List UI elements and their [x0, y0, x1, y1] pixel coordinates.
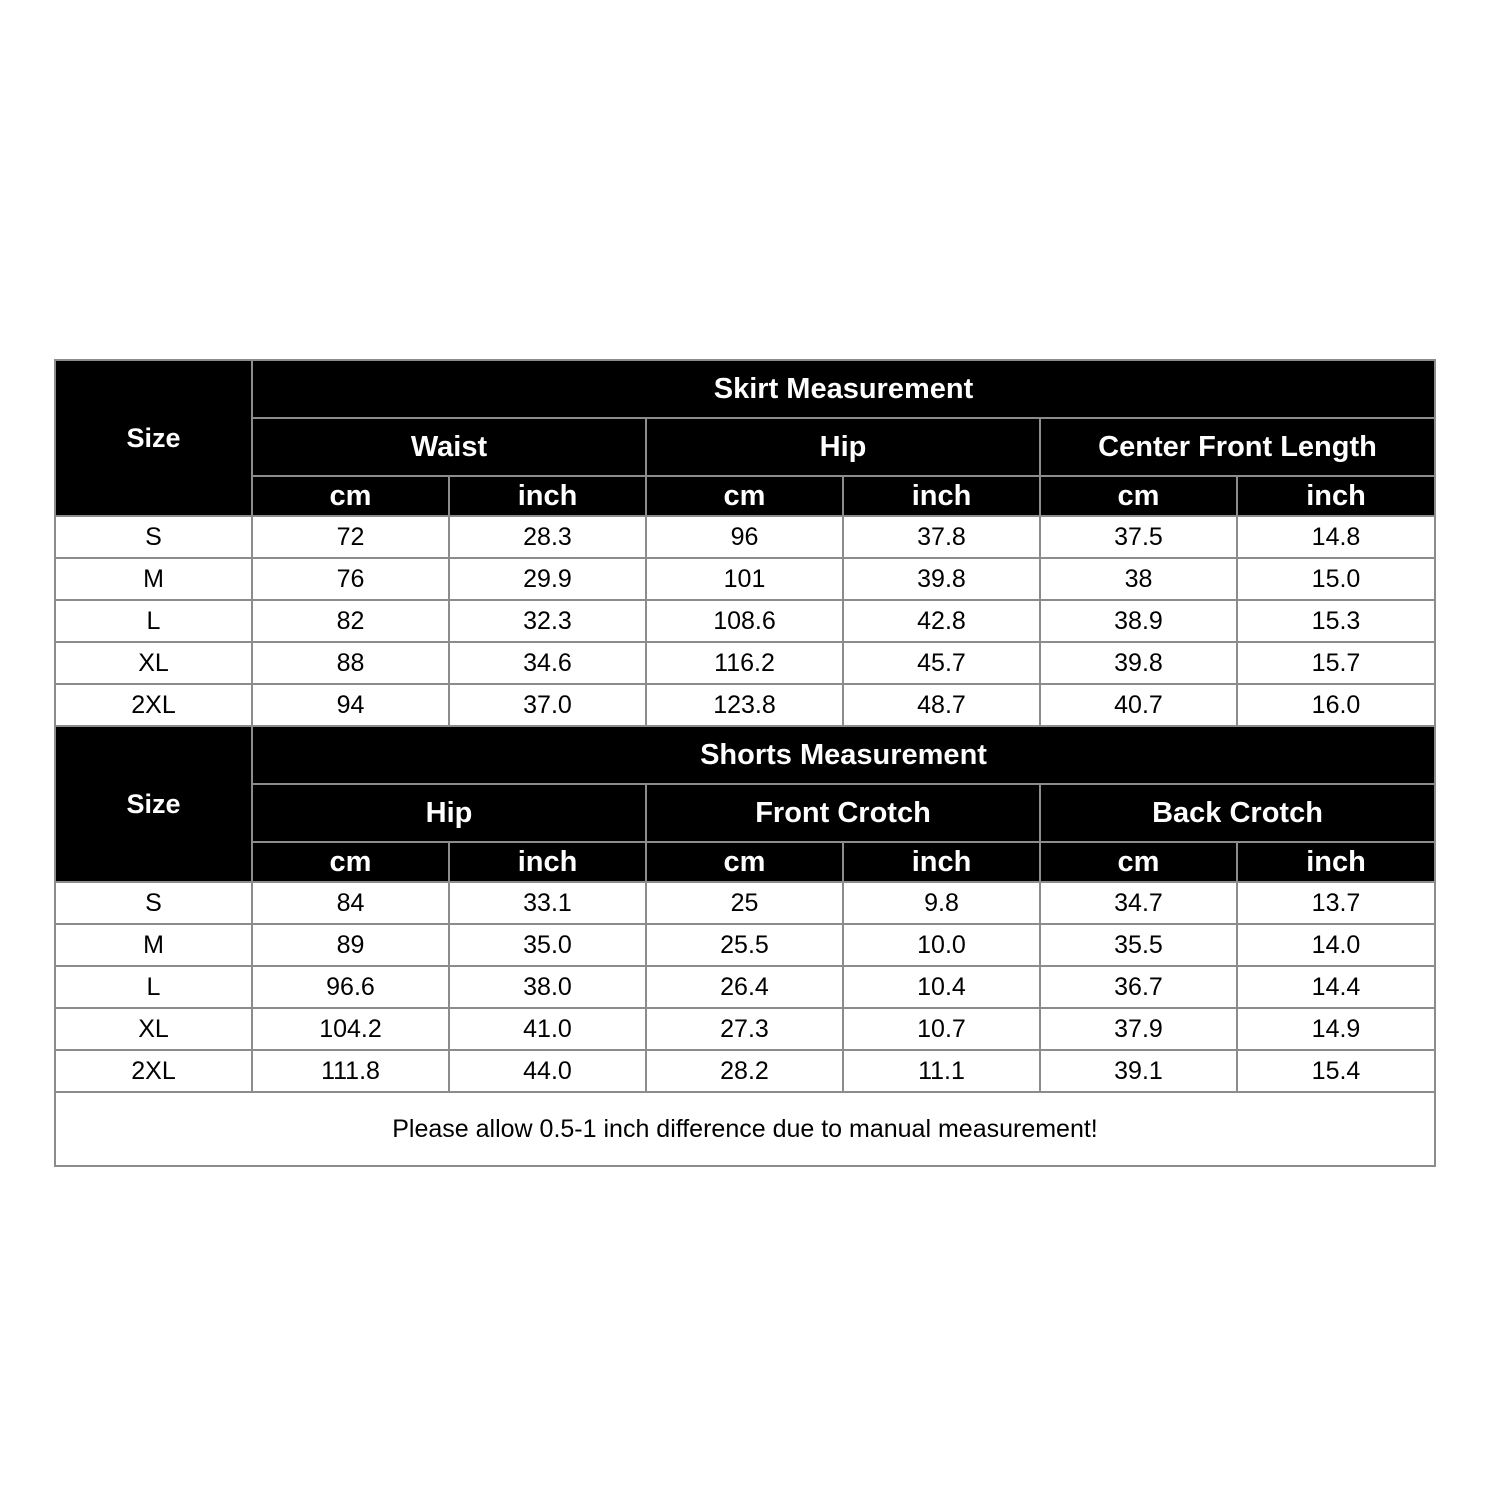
size-cell: 2XL — [55, 684, 252, 726]
measurement-cell: 28.2 — [646, 1050, 843, 1092]
measurement-cell: 37.0 — [449, 684, 646, 726]
measurement-cell: 38 — [1040, 558, 1237, 600]
measurement-cell: 11.1 — [843, 1050, 1040, 1092]
skirt-unit-header: inch — [1237, 476, 1435, 516]
measurement-cell: 35.0 — [449, 924, 646, 966]
table-row — [55, 516, 1435, 558]
size-cell: L — [55, 600, 252, 642]
table-row — [55, 882, 1435, 924]
shorts-group-row — [55, 784, 1435, 842]
measurement-cell: 10.4 — [843, 966, 1040, 1008]
skirt-unit-header: cm — [646, 476, 843, 516]
measurement-cell: 26.4 — [646, 966, 843, 1008]
measurement-cell: 34.6 — [449, 642, 646, 684]
size-cell: 2XL — [55, 1050, 252, 1092]
measurement-cell: 82 — [252, 600, 449, 642]
table-row — [55, 684, 1435, 726]
size-chart-table — [54, 359, 1436, 1167]
measurement-cell: 42.8 — [843, 600, 1040, 642]
size-cell: L — [55, 966, 252, 1008]
table-row — [55, 1008, 1435, 1050]
measurement-cell: 15.0 — [1237, 558, 1435, 600]
shorts-group-header: Back Crotch — [1040, 784, 1435, 842]
measurement-cell: 14.9 — [1237, 1008, 1435, 1050]
skirt-title-row — [55, 360, 1435, 418]
measurement-cell: 44.0 — [449, 1050, 646, 1092]
measurement-cell: 39.8 — [1040, 642, 1237, 684]
measurement-cell: 96 — [646, 516, 843, 558]
measurement-cell: 38.9 — [1040, 600, 1237, 642]
measurement-cell: 28.3 — [449, 516, 646, 558]
measurement-cell: 45.7 — [843, 642, 1040, 684]
measurement-cell: 34.7 — [1040, 882, 1237, 924]
measurement-cell: 39.8 — [843, 558, 1040, 600]
skirt-size-header: Size — [55, 360, 252, 516]
size-cell: S — [55, 882, 252, 924]
size-cell: S — [55, 516, 252, 558]
measurement-cell: 40.7 — [1040, 684, 1237, 726]
skirt-unit-row — [55, 476, 1435, 516]
measurement-cell: 104.2 — [252, 1008, 449, 1050]
table-row — [55, 600, 1435, 642]
skirt-unit-header: cm — [252, 476, 449, 516]
measurement-cell: 116.2 — [646, 642, 843, 684]
measurement-cell: 14.8 — [1237, 516, 1435, 558]
skirt-unit-header: inch — [843, 476, 1040, 516]
measurement-cell: 32.3 — [449, 600, 646, 642]
measurement-cell: 101 — [646, 558, 843, 600]
measurement-cell: 111.8 — [252, 1050, 449, 1092]
shorts-section-title: Shorts Measurement — [252, 726, 1435, 784]
skirt-group-row — [55, 418, 1435, 476]
measurement-cell: 25.5 — [646, 924, 843, 966]
shorts-unit-header: inch — [449, 842, 646, 882]
size-cell: M — [55, 924, 252, 966]
measurement-cell: 9.8 — [843, 882, 1040, 924]
table-row — [55, 1050, 1435, 1092]
size-cell: M — [55, 558, 252, 600]
skirt-group-header: Waist — [252, 418, 646, 476]
size-cell: XL — [55, 1008, 252, 1050]
skirt-unit-header: inch — [449, 476, 646, 516]
measurement-cell: 15.3 — [1237, 600, 1435, 642]
shorts-unit-header: inch — [1237, 842, 1435, 882]
measurement-cell: 96.6 — [252, 966, 449, 1008]
measurement-cell: 37.8 — [843, 516, 1040, 558]
shorts-title-row — [55, 726, 1435, 784]
measurement-cell: 72 — [252, 516, 449, 558]
measurement-cell: 27.3 — [646, 1008, 843, 1050]
measurement-cell: 76 — [252, 558, 449, 600]
measurement-cell: 38.0 — [449, 966, 646, 1008]
measurement-cell: 35.5 — [1040, 924, 1237, 966]
skirt-section-title: Skirt Measurement — [252, 360, 1435, 418]
measurement-cell: 37.9 — [1040, 1008, 1237, 1050]
skirt-unit-header: cm — [1040, 476, 1237, 516]
measurement-cell: 37.5 — [1040, 516, 1237, 558]
skirt-group-header: Hip — [646, 418, 1040, 476]
measurement-cell: 123.8 — [646, 684, 843, 726]
measurement-cell: 89 — [252, 924, 449, 966]
measurement-cell: 36.7 — [1040, 966, 1237, 1008]
measurement-cell: 48.7 — [843, 684, 1040, 726]
measurement-cell: 15.7 — [1237, 642, 1435, 684]
table-row — [55, 924, 1435, 966]
shorts-unit-header: cm — [646, 842, 843, 882]
measurement-cell: 88 — [252, 642, 449, 684]
measurement-cell: 41.0 — [449, 1008, 646, 1050]
table-row — [55, 966, 1435, 1008]
measurement-cell: 108.6 — [646, 600, 843, 642]
measurement-cell: 15.4 — [1237, 1050, 1435, 1092]
shorts-group-header: Front Crotch — [646, 784, 1040, 842]
measurement-cell: 33.1 — [449, 882, 646, 924]
table-row — [55, 642, 1435, 684]
measurement-cell: 94 — [252, 684, 449, 726]
measurement-cell: 13.7 — [1237, 882, 1435, 924]
measurement-cell: 84 — [252, 882, 449, 924]
shorts-size-header: Size — [55, 726, 252, 882]
measurement-cell: 10.7 — [843, 1008, 1040, 1050]
table-row — [55, 558, 1435, 600]
shorts-unit-header: cm — [1040, 842, 1237, 882]
note-row — [55, 1092, 1435, 1166]
size-cell: XL — [55, 642, 252, 684]
skirt-group-header: Center Front Length — [1040, 418, 1435, 476]
measurement-cell: 25 — [646, 882, 843, 924]
measurement-cell: 16.0 — [1237, 684, 1435, 726]
measurement-cell: 29.9 — [449, 558, 646, 600]
measurement-cell: 10.0 — [843, 924, 1040, 966]
measurement-note: Please allow 0.5-1 inch difference due to manual measurement! — [55, 1092, 1435, 1166]
shorts-unit-header: cm — [252, 842, 449, 882]
shorts-unit-header: inch — [843, 842, 1040, 882]
measurement-cell: 14.4 — [1237, 966, 1435, 1008]
measurement-cell: 39.1 — [1040, 1050, 1237, 1092]
measurement-cell: 14.0 — [1237, 924, 1435, 966]
shorts-unit-row — [55, 842, 1435, 882]
shorts-group-header: Hip — [252, 784, 646, 842]
